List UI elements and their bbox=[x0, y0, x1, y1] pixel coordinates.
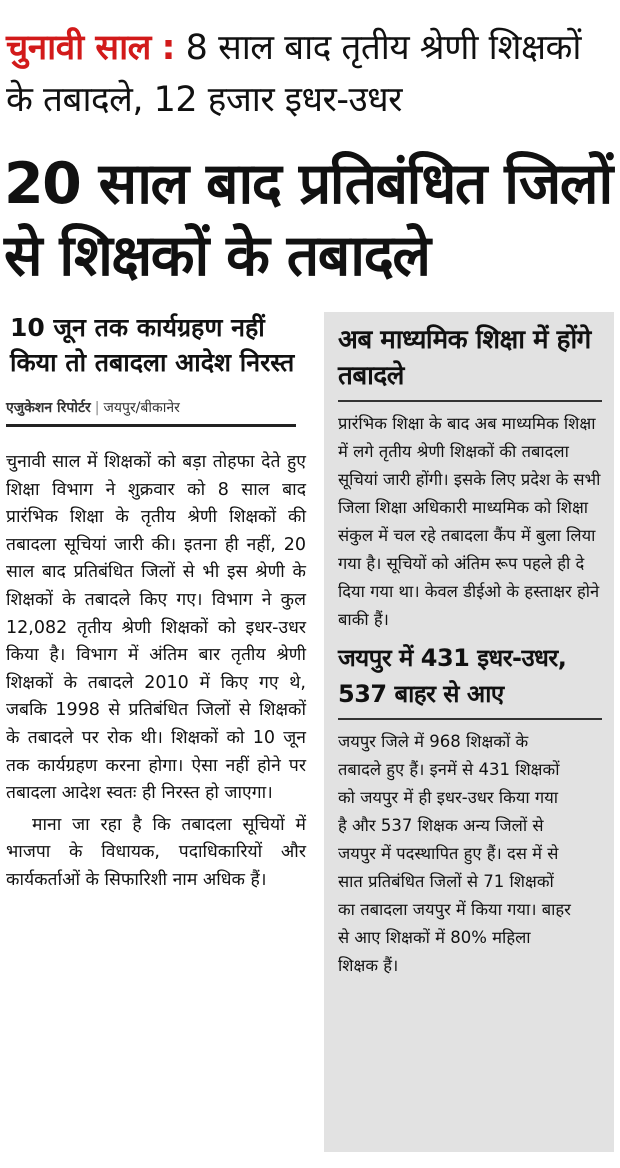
sidebar-box bbox=[324, 312, 614, 1152]
byline-location: जयपुर/बीकानेर bbox=[103, 400, 180, 416]
sidebar-text-jaipur: जयपुर जिले में 968 शिक्षकों के तबादले हुए हैं। इनमें से 431 शिक्षकों को जयपुर में ही इधर-उधर किया गया है और 537 शिक्षक अन्य जिलों से जयपुर में पदस्थापित हुए हैं। दस में से सात प्रतिबंधित जिलों से 71 शिक्षकों का तबादला जयपुर में किया गया। बाहर से आए शिक्षकों में 80% महिला शिक्षक हैं। bbox=[338, 732, 571, 975]
article-paragraph-1: चुनावी साल में शिक्षकों को बड़ा तोहफा देते हुए शिक्षा विभाग ने शुक्रवार को 8 साल बाद प्रारंभिक शिक्षा के तृतीय श्रेणी शिक्षकों की तबादला सूचियां जारी की। इतना ही नहीं, 20 साल बाद प्रतिबंधित जिलों से भी इस श्रेणी के शिक्षकों के तबादले किए गए। विभाग ने कुल 12,082 तृतीय श्रेणी शिक्षकों को इधर-उधर किया है। विभाग में अंतिम बार तृतीय श्रेणी शिक्षकों के तबादले 2010 में किए गए थे, जबकि 1998 से प्रतिबंधित जिलों से शिक्षकों के तबादले पर रोक थी। शिक्षकों को 10 जून तक कार्यग्रहण करना होगा। ऐसा नहीं होने पर तबादला आदेश स्वतः ही निरस्त हो जाएगा। bbox=[6, 452, 306, 804]
heading-kicker: चुनावी साल bbox=[6, 28, 151, 68]
main-article bbox=[6, 310, 306, 895]
sidebar-text-secondary-education: प्रारंभिक शिक्षा के बाद अब माध्यमिक शिक्षा में लगे तृतीय श्रेणी शिक्षकों की तबादला सूचियां जारी होंगी। इसके लिए प्रदेश के सभी जिला शिक्षा अधिकारी माध्यमिक को शिक्षा संकुल में चल रहे तबादला कैंप में बुला लिया गया है। सूचियों को अंतिम रूप पहले ही दे दिया गया था। केवल डीईओ के हस्ताक्षर होने बाकी हैं। bbox=[338, 414, 601, 629]
byline-reporter: एजुकेशन रिपोर्टर bbox=[6, 400, 91, 416]
byline-separator: | bbox=[94, 400, 100, 416]
article-subheading: 10 जून तक कार्यग्रहण नहीं किया तो तबादला आदेश निरस्त bbox=[10, 313, 295, 377]
sidebar-divider bbox=[338, 400, 602, 402]
main-headline: 20 साल बाद प्रतिबंधित जिलों से शिक्षकों के तबादले bbox=[4, 151, 612, 289]
byline bbox=[6, 396, 296, 427]
top-heading-text: 8 साल बाद तृतीय श्रेणी शिक्षकों के तबादले, 12 हजार इधर-उधर bbox=[6, 28, 581, 120]
sidebar-divider-2 bbox=[338, 718, 602, 720]
sidebar-heading-jaipur: जयपुर में 431 इधर-उधर, 537 बाहर से आए bbox=[338, 644, 567, 708]
sidebar-heading-secondary-education: अब माध्यमिक शिक्षा में होंगे तबादले bbox=[338, 325, 591, 391]
article-body bbox=[6, 449, 306, 895]
article-paragraph-2: माना जा रहा है कि तबादला सूचियों में भाजपा के विधायक, पदाधिकारियों और कार्यकर्ताओं के सिफारिशी नाम अधिक हैं। bbox=[6, 814, 306, 890]
heading-kicker-colon: : bbox=[161, 28, 176, 68]
top-heading bbox=[6, 22, 614, 126]
